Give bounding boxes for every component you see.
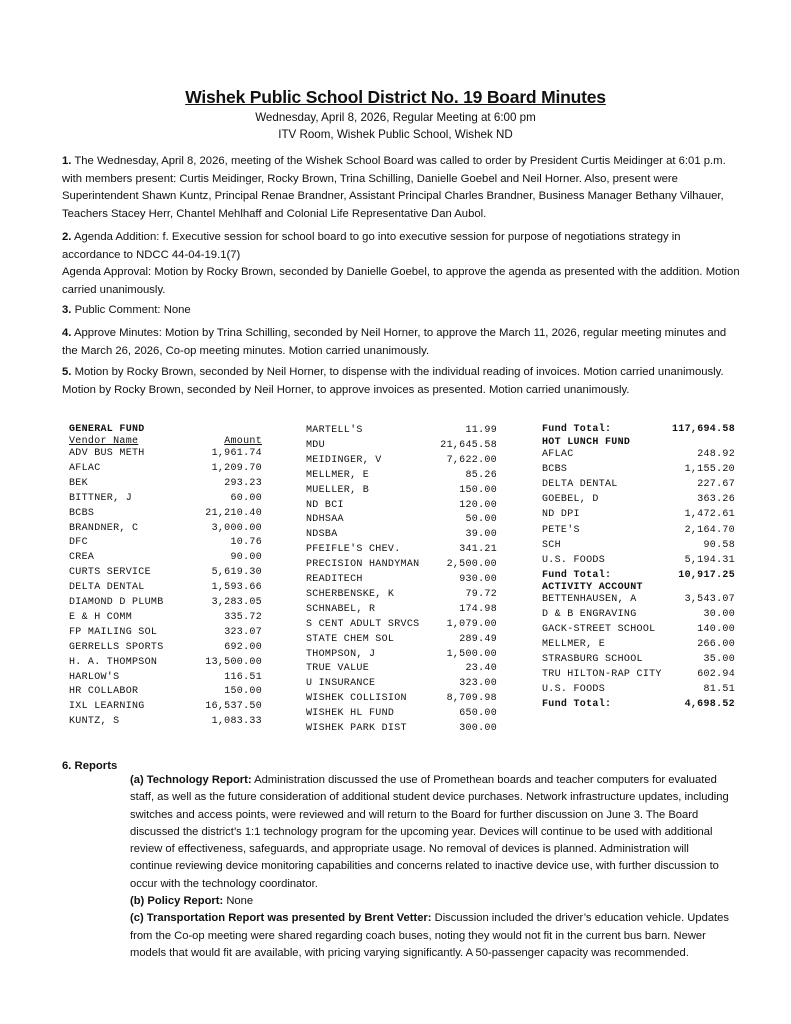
amount: 81.51 — [703, 684, 735, 696]
invoice-row — [69, 478, 262, 492]
invoice-row — [69, 612, 262, 626]
amount: 21,210.40 — [205, 507, 262, 519]
amount: 140.00 — [697, 624, 735, 635]
vendor-name: DELTA DENTAL — [542, 479, 618, 491]
invoice-row — [69, 537, 262, 551]
vendor-name: Fund Total: — [542, 424, 612, 435]
invoice-row — [306, 485, 497, 499]
amount: 8,709.98 — [446, 693, 497, 705]
vendor-name: DFC — [69, 537, 88, 549]
invoice-row — [69, 657, 262, 671]
amount: 323.07 — [224, 626, 262, 638]
amount: 90.58 — [703, 539, 735, 551]
amount: 50.00 — [465, 514, 497, 526]
item-4: 4. Approve Minutes: Motion by Trina Schilling, seconded by Neil Horner, to approve the March 11, 2026, regular meeting minutes and the March 26, 2026, Co-op meeting minutes. Motion carried unanimously. — [62, 327, 727, 357]
invoice-row — [542, 509, 735, 523]
amount: 1,500.00 — [446, 648, 497, 660]
invoice-row — [306, 470, 497, 484]
amount: 117,694.58 — [671, 424, 735, 435]
vendor-name: CURTS SERVICE — [69, 567, 151, 579]
vendor-name: FP MAILING SOL — [69, 626, 158, 638]
vendor-name: MARTELL'S — [306, 425, 363, 436]
vendor-name: READITECH — [306, 574, 363, 585]
amount: 692.00 — [224, 641, 262, 653]
amount: 1,209.70 — [211, 462, 262, 474]
invoice-row — [306, 604, 497, 618]
invoice-row — [69, 493, 262, 507]
vendor-name: WISHEK PARK DIST — [306, 723, 407, 734]
vendor-name: MEIDINGER, V — [306, 454, 382, 466]
amount: 3,000.00 — [211, 522, 262, 534]
column-headers: Vendor Name Amount — [69, 436, 262, 447]
amount: 11.99 — [465, 425, 497, 436]
vendor-name: SCHERBENSKE, K — [306, 588, 395, 600]
invoice-row — [306, 559, 497, 573]
invoice-row — [306, 663, 497, 677]
technology-report: (a) Technology Report: Administration discussed the use of Promethean boards and teacher computers for evaluated staff, as well as the future consideration of additional student device purchases. Network infrastructure updates, including switches and access points, were reviewed and will return to the Board for further discussion on June 3. The Board discussed the district’s 1:1 technology program for the upcoming year. Devices will continue to be used with additional review of effectiveness, safeguards, and appropriate usage. No removal of devices is planned. Administration will continue reviewing device monitoring capabilities and concerns related to inactive device use, with further discussion to occur with the technology coordinator. (b) Policy Report: None (c) Transportation Report was presented by Brent Vetter: Discussion included the driver’s education vehicle. Updates from the Co-op meeting were shared regarding coach buses, noting they would not fit in the current bus barn. Newer models that would fit are available, with pricing varying significantly. A 50-passenger capacity was recommended. — [130, 774, 729, 959]
amount: 3,283.05 — [211, 597, 262, 608]
vendor-name: AFLAC — [69, 462, 101, 474]
invoice-row — [306, 708, 497, 722]
invoice-row — [69, 448, 262, 462]
vendor-name: CREA — [69, 552, 95, 564]
vendor-name: Fund Total: — [542, 698, 612, 710]
amount: 150.00 — [224, 686, 262, 698]
invoice-row — [306, 500, 497, 514]
amount: 79.72 — [465, 588, 497, 600]
invoice-row — [306, 589, 497, 603]
vendor-name: KUNTZ, S — [69, 716, 120, 728]
amount: 150.00 — [459, 484, 497, 496]
vendor-name: BETTENHAUSEN, A — [542, 593, 637, 605]
amount: 85.26 — [465, 469, 497, 481]
vendor-name: DELTA DENTAL — [69, 582, 145, 594]
vendor-name: MDU — [306, 439, 325, 451]
invoice-row — [306, 440, 497, 454]
invoice-row — [542, 609, 735, 623]
meeting-date: Wednesday, April 8, 2026, Regular Meeting at 6:00 pm — [255, 111, 536, 124]
amount: 248.92 — [697, 449, 735, 460]
amount: 3,543.07 — [684, 593, 735, 605]
invoice-row — [306, 425, 497, 439]
amount: 2,500.00 — [446, 559, 497, 571]
vendor-name: E & H COMM — [69, 611, 133, 623]
invoice-row — [542, 654, 735, 668]
item-3: 3. Public Comment: None — [62, 304, 191, 316]
invoice-row — [69, 627, 262, 641]
amount: 10.76 — [230, 537, 262, 549]
vendor-name: SCH — [542, 539, 561, 551]
vendor-name: TRUE VALUE — [306, 663, 370, 675]
amount: 293.23 — [224, 477, 262, 489]
vendor-name: SCHNABEL, R — [306, 603, 376, 615]
item-1: 1. The Wednesday, April 8, 2026, meeting of the Wishek School Board was called to order by President Curtis Meidinger at 6:01 p.m. with members present: Curtis Meidinger, Rocky Brown, Trina Schilling, Danielle Goebel and Neil Horner. Also, present were Superintendent Shawn Kuntz, Principal Renae Brandner, Assistant Principal Charles Brandner, Business Manager Bethany Vilhauer, Teachers Stacey Herr, Chantel Mehlhaff and Colonial Life Representative Dan Aubol. — [62, 155, 726, 220]
invoice-row — [306, 634, 497, 648]
fund-total-row — [542, 699, 735, 713]
amount: 35.00 — [703, 654, 735, 666]
invoice-row — [542, 669, 735, 683]
amount: 90.00 — [230, 552, 262, 564]
amount: 2,164.70 — [684, 524, 735, 536]
invoice-row — [542, 540, 735, 554]
vendor-name: HR COLLABOR — [69, 686, 139, 698]
vendor-name: BCBS — [69, 507, 95, 519]
invoice-row — [306, 678, 497, 692]
amount: 602.94 — [697, 669, 735, 681]
invoice-row — [69, 552, 262, 566]
invoice-row — [542, 494, 735, 508]
vendor-name: PRECISION HANDYMAN — [306, 559, 420, 571]
invoice-row — [306, 619, 497, 633]
vendor-name: TRU HILTON-RAP CITY — [542, 669, 662, 681]
amount: 1,961.74 — [211, 448, 262, 459]
vendor-name: MELLMER, E — [306, 469, 370, 481]
vendor-name: PFEIFLE'S CHEV. — [306, 544, 401, 556]
invoice-row — [306, 544, 497, 558]
invoice-row — [69, 701, 262, 715]
amount: 60.00 — [230, 492, 262, 504]
amount: 21,645.58 — [440, 439, 497, 451]
amount: 120.00 — [459, 499, 497, 511]
vendor-name: BITTNER, J — [69, 492, 133, 504]
reports-heading: 6. Reports — [62, 760, 118, 772]
item-2: 2. Agenda Addition: f. Executive session for school board to go into executive session for purpose of negotiations strategy in accordance to NDCC 44-04-19.1(7) Agenda Approval: Motion by Rocky Brown, seconded by Danielle Goebel, to approve the agenda as presented with the addition. Motion carried unanimously. — [62, 231, 740, 296]
vendor-name: BCBS — [542, 464, 568, 476]
amount: 5,619.30 — [211, 567, 262, 579]
amount: 23.40 — [465, 663, 497, 675]
vendor-name: BRANDNER, C — [69, 522, 139, 534]
vendor-name: WISHEK HL FUND — [306, 708, 395, 720]
vendor-name: NDSBA — [306, 529, 338, 541]
invoice-row — [542, 624, 735, 638]
vendor-name: STRASBURG SCHOOL — [542, 654, 643, 666]
vendor-name: NDHSAA — [306, 514, 344, 526]
invoice-row — [69, 582, 262, 596]
vendor-name: WISHEK COLLISION — [306, 693, 407, 705]
invoice-row — [542, 639, 735, 653]
invoice-row — [542, 525, 735, 539]
vendor-name: MUELLER, B — [306, 484, 370, 496]
invoice-row — [69, 672, 262, 686]
invoice-row — [69, 567, 262, 581]
amount: 4,698.52 — [684, 698, 735, 710]
amount: 289.49 — [459, 633, 497, 645]
vendor-name: ADV BUS METH — [69, 448, 145, 459]
amount: 363.26 — [697, 494, 735, 506]
amount: 5,194.31 — [684, 554, 735, 566]
vendor-name: ND DPI — [542, 509, 580, 521]
vendor-name: BEK — [69, 477, 88, 489]
invoice-row — [542, 449, 735, 463]
vendor-name: S CENT ADULT SRVCS — [306, 618, 420, 630]
amount: 7,622.00 — [446, 454, 497, 466]
amount: 116.51 — [224, 671, 262, 683]
amount: 650.00 — [459, 708, 497, 720]
amount: 13,500.00 — [205, 656, 262, 668]
amount: 16,537.50 — [205, 701, 262, 713]
invoice-row — [306, 529, 497, 543]
vendor-name: GOEBEL, D — [542, 494, 599, 506]
vendor-name: DIAMOND D PLUMB — [69, 597, 164, 608]
invoice-row — [542, 479, 735, 493]
vendor-name: U.S. FOODS — [542, 684, 606, 696]
vendor-name: U.S. FOODS — [542, 554, 606, 566]
vendor-name: GACK-STREET SCHOOL — [542, 624, 656, 635]
invoice-row — [69, 508, 262, 522]
invoice-row — [69, 686, 262, 700]
invoice-row — [69, 716, 262, 730]
amount: 335.72 — [224, 611, 262, 623]
vendor-name: STATE CHEM SOL — [306, 633, 395, 645]
vendor-name: PETE'S — [542, 524, 580, 536]
invoice-row — [542, 464, 735, 478]
invoice-row — [306, 514, 497, 528]
amount: 300.00 — [459, 723, 497, 734]
amount: 930.00 — [459, 574, 497, 585]
invoice-row — [306, 649, 497, 663]
amount: 10,917.25 — [678, 569, 735, 581]
invoice-row — [306, 455, 497, 469]
vendor-name: U INSURANCE — [306, 678, 376, 690]
fund-title-text: HOT LUNCH FUND — [542, 437, 631, 448]
vendor-name: MELLMER, E — [542, 639, 606, 651]
page-title: Wishek Public School District No. 19 Board Minutes — [185, 87, 606, 107]
fund-title-text: ACTIVITY ACCOUNT — [542, 581, 643, 593]
amount: 1,472.61 — [684, 509, 735, 521]
amount: 174.98 — [459, 603, 497, 615]
amount: 1,079.00 — [446, 618, 497, 630]
amount: 323.00 — [459, 678, 497, 690]
invoice-row — [306, 574, 497, 588]
meeting-location: ITV Room, Wishek Public School, Wishek ND — [278, 128, 513, 141]
fund-total-row — [542, 424, 735, 438]
vendor-name: Fund Total: — [542, 569, 612, 581]
vendor-name: ND BCI — [306, 499, 344, 511]
item-5: 5. Motion by Rocky Brown, seconded by Neil Horner, to dispense with the individual reading of invoices. Motion carried unanimously. Motion by Rocky Brown, seconded by Neil Horner, to approve invoices as presented. Motion carried unanimously. — [62, 366, 724, 396]
invoice-row — [306, 693, 497, 707]
invoice-row — [542, 555, 735, 569]
invoice-row — [69, 523, 262, 537]
amount: 341.21 — [459, 544, 497, 556]
amount: 39.00 — [465, 529, 497, 541]
amount: 1,593.66 — [211, 582, 262, 594]
invoice-row — [69, 463, 262, 477]
amount: 1,155.20 — [684, 464, 735, 476]
amount: 266.00 — [697, 639, 735, 651]
amount: 1,083.33 — [211, 716, 262, 728]
vendor-name: AFLAC — [542, 449, 574, 460]
invoice-row — [306, 723, 497, 737]
vendor-name: H. A. THOMPSON — [69, 656, 158, 668]
vendor-name: GERRELLS SPORTS — [69, 641, 164, 653]
vendor-name: THOMPSON, J — [306, 648, 376, 660]
invoice-row — [542, 684, 735, 698]
invoice-row — [69, 597, 262, 611]
amount: 30.00 — [703, 608, 735, 620]
invoice-row — [69, 642, 262, 656]
vendor-name: IXL LEARNING — [69, 701, 145, 713]
vendor-name: D & B ENGRAVING — [542, 608, 637, 620]
invoice-row — [542, 594, 735, 608]
amount: 227.67 — [697, 479, 735, 491]
vendor-name: HARLOW'S — [69, 671, 120, 683]
